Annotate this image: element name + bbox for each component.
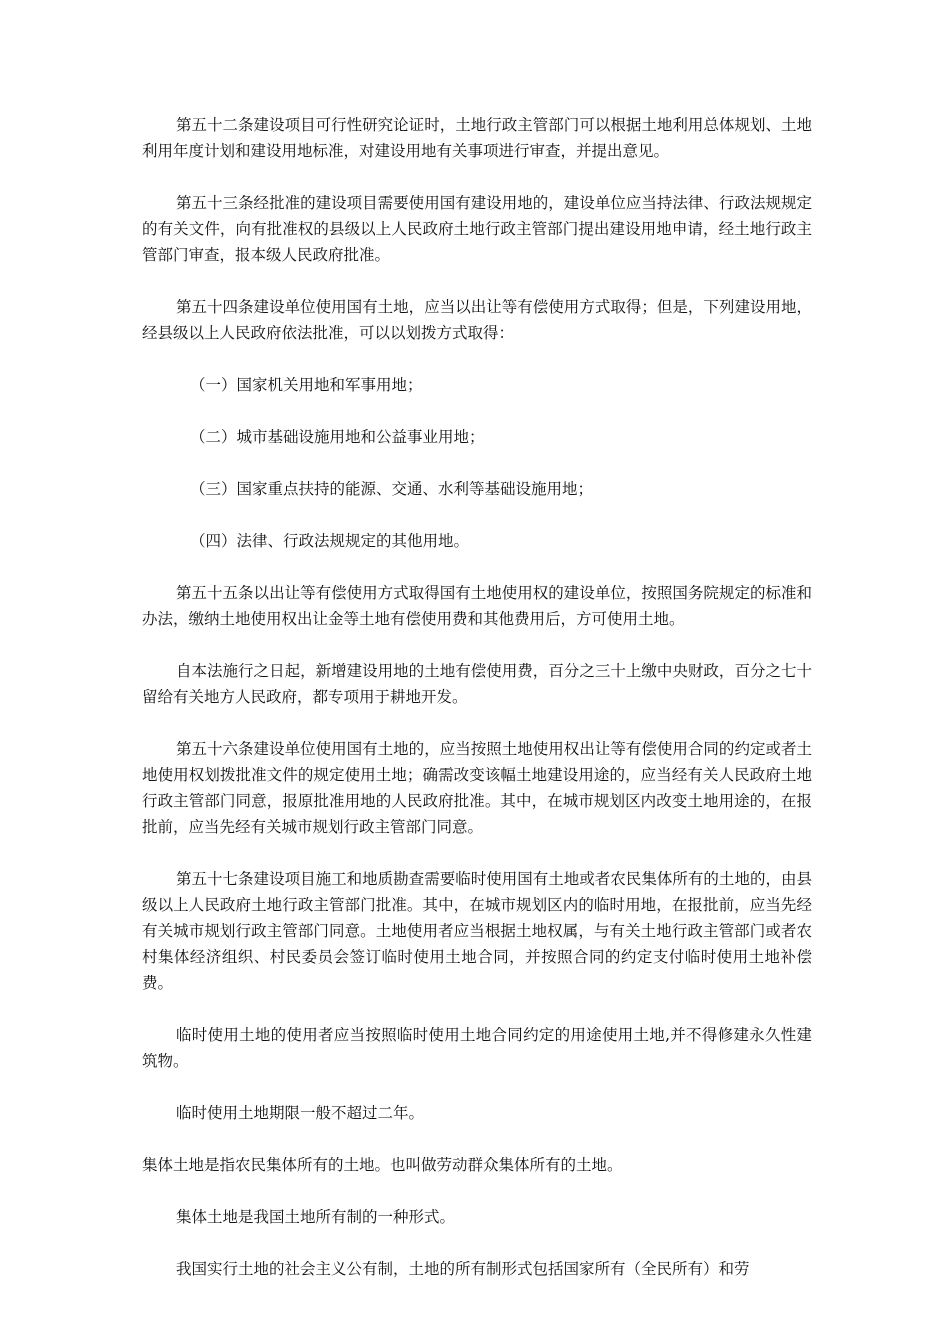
- document-body: [142, 112, 812, 1308]
- land-fee-paragraph: 自本法施行之日起，新增建设用地的土地有偿使用费，百分之三十上缴中央财政，百分之七十留给有关地方人民政府，都专项用于耕地开发。: [142, 662, 812, 706]
- article-57-paragraph: 第五十七条建设项目施工和地质勘查需要临时使用国有土地或者农民集体所有的土地的，由县级以上人民政府土地行政主管部门批准。其中，在城市规划区内的临时用地，在报批前，应当先经有关城市规划行政主管部门同意。土地使用者应当根据土地权属，与有关土地行政主管部门或者农村集体经济组织、村民委员会签订临时使用土地合同，并按照合同的约定支付临时使用土地补偿费。: [142, 870, 812, 992]
- article-54-paragraph: 第五十四条建设单位使用国有土地，应当以出让等有偿使用方式取得；但是，下列建设用地，经县级以上人民政府依法批准，可以以划拨方式取得：: [142, 298, 812, 342]
- article-53-paragraph: 第五十三条经批准的建设项目需要使用国有建设用地的，建设单位应当持法律、行政法规规定的有关文件，向有批准权的县级以上人民政府土地行政主管部门提出建设用地申请，经土地行政主管部门审查，报本级人民政府批准。: [142, 194, 812, 264]
- temporary-use-paragraph: 临时使用土地的使用者应当按照临时使用土地合同约定的用途使用土地,并不得修建永久性建筑物。: [142, 1026, 812, 1070]
- list-item-4: （四）法律、行政法规规定的其他用地。: [190, 532, 470, 550]
- collective-land-definition: 集体土地是指农民集体所有的土地。也叫做劳动群众集体所有的土地。: [142, 1156, 623, 1174]
- list-item-2: （二）城市基础设施用地和公益事业用地；: [190, 428, 485, 446]
- list-item-3: （三）国家重点扶持的能源、交通、水利等基础设施用地；: [190, 480, 594, 498]
- article-56-paragraph: 第五十六条建设单位使用国有土地的，应当按照土地使用权出让等有偿使用合同的约定或者土地使用权划拨批准文件的规定使用土地；确需改变该幅土地建设用途的，应当经有关人民政府土地行政主管部门同意，报原批准用地的人民政府批准。其中，在城市规划区内改变土地用途的，在报批前，应当先经有关城市规划行政主管部门同意。: [142, 740, 812, 836]
- list-item-1: （一）国家机关用地和军事用地；: [190, 376, 423, 394]
- collective-land-form: 集体土地是我国土地所有制的一种形式。: [176, 1208, 456, 1226]
- article-52-paragraph: 第五十二条建设项目可行性研究论证时，土地行政主管部门可以根据土地利用总体规划、土地利用年度计划和建设用地标准，对建设用地有关事项进行审查，并提出意见。: [142, 116, 812, 160]
- article-55-paragraph: 第五十五条以出让等有偿使用方式取得国有土地使用权的建设单位，按照国务院规定的标准和办法，缴纳土地使用权出让金等土地有偿使用费和其他费用后，方可使用土地。: [142, 584, 812, 628]
- temporary-term-paragraph: 临时使用土地期限一般不超过二年。: [176, 1104, 425, 1122]
- public-ownership-paragraph: 我国实行土地的社会主义公有制，土地的所有制形式包括国家所有（全民所有）和劳: [176, 1260, 750, 1278]
